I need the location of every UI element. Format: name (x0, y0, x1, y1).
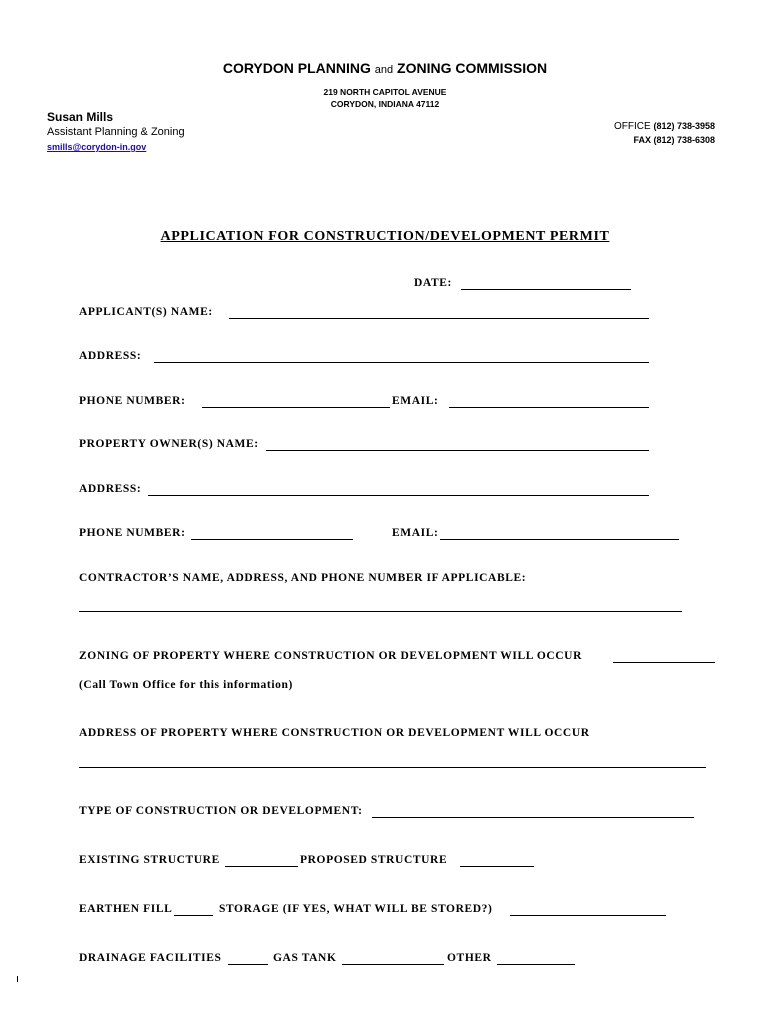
form-title: APPLICATION FOR CONSTRUCTION/DEVELOPMENT PERMIT (160, 229, 610, 244)
applicant-address-label: ADDRESS: (79, 350, 142, 362)
other-field[interactable] (497, 964, 575, 965)
zoning-note: (Call Town Office for this information) (79, 679, 293, 691)
contractor-field[interactable] (79, 611, 682, 612)
storage-label: STORAGE (IF YES, WHAT WILL BE STORED?) (219, 903, 493, 915)
fax-number: FAX (812) 738-6308 (633, 135, 715, 145)
earthen-fill-label: EARTHEN FILL (79, 903, 173, 915)
owner-email-label: EMAIL: (392, 527, 439, 539)
owner-address-field[interactable] (148, 495, 649, 496)
storage-field[interactable] (510, 915, 666, 916)
city-address: CORYDON, INDIANA 47112 (330, 99, 440, 109)
owner-name-label: PROPERTY OWNER(S) NAME: (79, 438, 259, 450)
applicant-phone-label: PHONE NUMBER: (79, 395, 186, 407)
date-field[interactable] (461, 289, 631, 290)
office-number: (812) 738-3958 (653, 121, 715, 131)
construction-type-label: TYPE OF CONSTRUCTION OR DEVELOPMENT: (79, 805, 363, 817)
applicant-address-field[interactable] (154, 362, 649, 363)
owner-phone-field[interactable] (191, 539, 353, 540)
contact-name: Susan Mills (47, 110, 114, 124)
contact-email-link[interactable]: smills@corydon-in.gov (47, 142, 147, 152)
existing-structure-label: EXISTING STRUCTURE (79, 854, 220, 866)
owner-address-label: ADDRESS: (79, 483, 142, 495)
owner-phone-label: PHONE NUMBER: (79, 527, 186, 539)
applicant-email-label: EMAIL: (392, 395, 439, 407)
office-phone (614, 121, 715, 132)
office-label: OFFICE (614, 121, 651, 132)
drainage-field[interactable] (228, 964, 268, 965)
street-address: 219 NORTH CAPITOL AVENUE (323, 87, 447, 97)
org-name-part2: ZONING COMMISSION (397, 60, 548, 76)
owner-email-field[interactable] (440, 539, 679, 540)
contact-title: Assistant Planning & Zoning (47, 126, 185, 138)
applicant-name-label: APPLICANT(S) NAME: (79, 306, 213, 318)
zoning-field[interactable] (613, 662, 715, 663)
org-name-and: and (374, 64, 394, 76)
zoning-label: ZONING OF PROPERTY WHERE CONSTRUCTION OR DEVELOPMENT WILL OCCUR (79, 650, 582, 662)
drainage-label: DRAINAGE FACILITIES (79, 952, 222, 964)
applicant-email-field[interactable] (449, 407, 649, 408)
construction-type-field[interactable] (372, 817, 694, 818)
applicant-phone-field[interactable] (202, 407, 390, 408)
proposed-structure-field[interactable] (460, 866, 534, 867)
other-label: OTHER (447, 952, 492, 964)
property-address-label: ADDRESS OF PROPERTY WHERE CONSTRUCTION OR DEVELOPMENT WILL OCCUR (79, 727, 590, 739)
gas-tank-label: GAS TANK (273, 952, 337, 964)
applicant-name-field[interactable] (229, 318, 649, 319)
earthen-fill-field[interactable] (174, 915, 213, 916)
property-address-field[interactable] (79, 767, 706, 768)
organization-title (0, 60, 770, 76)
margin-mark (17, 976, 18, 982)
contractor-label: CONTRACTOR’S NAME, ADDRESS, AND PHONE NUMBER IF APPLICABLE: (79, 572, 527, 584)
date-label: DATE: (414, 277, 452, 289)
owner-name-field[interactable] (266, 450, 649, 451)
existing-structure-field[interactable] (225, 866, 298, 867)
gas-tank-field[interactable] (342, 964, 444, 965)
org-name-part1: CORYDON PLANNING (222, 60, 371, 76)
proposed-structure-label: PROPOSED STRUCTURE (300, 854, 448, 866)
